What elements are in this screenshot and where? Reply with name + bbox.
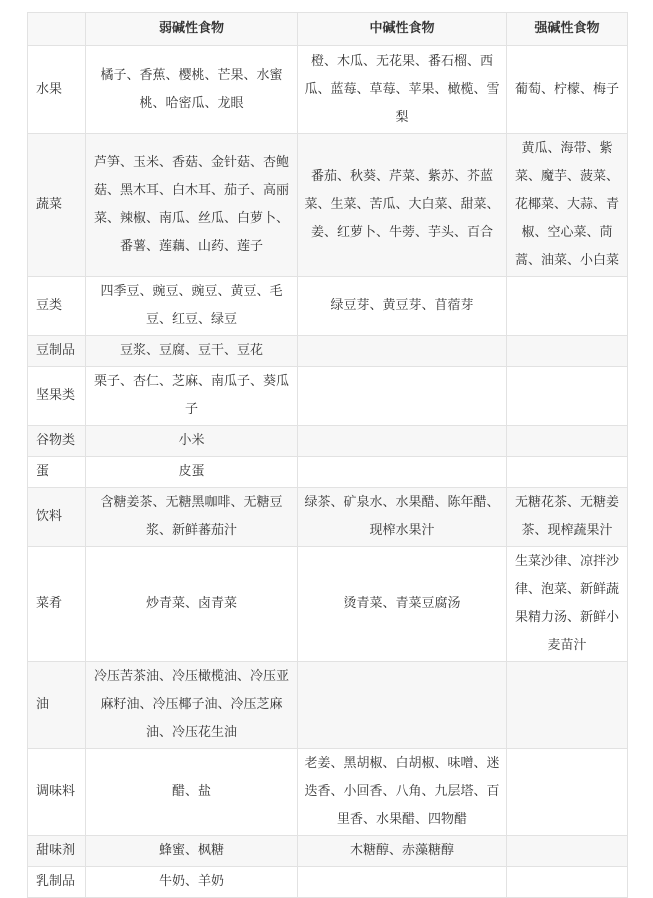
category-cell: 饮料 [28, 488, 86, 547]
medium-cell [298, 367, 507, 426]
category-cell: 甜味剂 [28, 836, 86, 867]
strong-cell [507, 367, 628, 426]
alkaline-food-table [27, 12, 628, 898]
table-row [28, 426, 628, 457]
weak-cell: 小米 [86, 426, 298, 457]
weak-cell: 冷压苦茶油、冷压橄榄油、冷压亚麻籽油、冷压椰子油、冷压芝麻油、冷压花生油 [86, 662, 298, 749]
medium-cell [298, 867, 507, 898]
table-row [28, 367, 628, 426]
medium-cell: 绿茶、矿泉水、水果醋、陈年醋、现榨水果汁 [298, 488, 507, 547]
table-row [28, 836, 628, 867]
category-cell: 豆类 [28, 277, 86, 336]
weak-cell: 栗子、杏仁、芝麻、南瓜子、葵瓜子 [86, 367, 298, 426]
weak-cell: 蜂蜜、枫糖 [86, 836, 298, 867]
strong-cell [507, 426, 628, 457]
header-medium-alkaline: 中碱性食物 [298, 13, 507, 46]
medium-cell [298, 662, 507, 749]
table-row [28, 277, 628, 336]
strong-cell [507, 749, 628, 836]
category-cell: 乳制品 [28, 867, 86, 898]
table-row [28, 46, 628, 134]
medium-cell: 烫青菜、青菜豆腐汤 [298, 547, 507, 662]
strong-cell [507, 457, 628, 488]
medium-cell: 橙、木瓜、无花果、番石榴、西瓜、蓝莓、草莓、苹果、橄榄、雪梨 [298, 46, 507, 134]
strong-cell: 黄瓜、海带、紫菜、魔芋、菠菜、花椰菜、大蒜、青椒、空心菜、茼蒿、油菜、小白菜 [507, 134, 628, 277]
table-row [28, 867, 628, 898]
category-cell: 水果 [28, 46, 86, 134]
strong-cell: 无糖花茶、无糖姜茶、现榨蔬果汁 [507, 488, 628, 547]
table-row [28, 662, 628, 749]
header-weak-alkaline: 弱碱性食物 [86, 13, 298, 46]
table-row [28, 547, 628, 662]
table-row [28, 457, 628, 488]
strong-cell: 葡萄、柠檬、梅子 [507, 46, 628, 134]
strong-cell [507, 662, 628, 749]
category-cell: 豆制品 [28, 336, 86, 367]
weak-cell: 橘子、香蕉、樱桃、芒果、水蜜桃、哈密瓜、龙眼 [86, 46, 298, 134]
category-cell: 蛋 [28, 457, 86, 488]
medium-cell: 番茄、秋葵、芹菜、紫苏、芥蓝菜、生菜、苦瓜、大白菜、甜菜、姜、红萝卜、牛蒡、芋头、百合 [298, 134, 507, 277]
category-cell: 菜肴 [28, 547, 86, 662]
medium-cell [298, 336, 507, 367]
strong-cell [507, 277, 628, 336]
category-cell: 调味料 [28, 749, 86, 836]
medium-cell [298, 426, 507, 457]
weak-cell: 豆浆、豆腐、豆干、豆花 [86, 336, 298, 367]
weak-cell: 醋、盐 [86, 749, 298, 836]
strong-cell [507, 836, 628, 867]
table-row [28, 134, 628, 277]
medium-cell [298, 457, 507, 488]
medium-cell: 绿豆芽、黄豆芽、苜蓿芽 [298, 277, 507, 336]
category-cell: 蔬菜 [28, 134, 86, 277]
strong-cell [507, 867, 628, 898]
category-cell: 谷物类 [28, 426, 86, 457]
medium-cell: 木糖醇、赤藻糖醇 [298, 836, 507, 867]
weak-cell: 皮蛋 [86, 457, 298, 488]
weak-cell: 四季豆、豌豆、豌豆、黄豆、毛豆、红豆、绿豆 [86, 277, 298, 336]
category-cell: 坚果类 [28, 367, 86, 426]
header-strong-alkaline: 强碱性食物 [507, 13, 628, 46]
table-row [28, 749, 628, 836]
strong-cell [507, 336, 628, 367]
weak-cell: 含糖姜茶、无糖黑咖啡、无糖豆浆、新鲜蕃茄汁 [86, 488, 298, 547]
weak-cell: 芦笋、玉米、香菇、金针菇、杏鲍菇、黑木耳、白木耳、茄子、高丽菜、辣椒、南瓜、丝瓜、白萝卜、番薯、莲藕、山药、莲子 [86, 134, 298, 277]
category-cell: 油 [28, 662, 86, 749]
header-row [28, 13, 628, 46]
weak-cell: 炒青菜、卤青菜 [86, 547, 298, 662]
table-row [28, 488, 628, 547]
table-row [28, 336, 628, 367]
table-wrapper [27, 12, 628, 898]
strong-cell: 生菜沙律、凉拌沙律、泡菜、新鲜蔬果精力汤、新鲜小麦苗汁 [507, 547, 628, 662]
header-category [28, 13, 86, 46]
medium-cell: 老姜、黑胡椒、白胡椒、味噌、迷迭香、小回香、八角、九层塔、百里香、水果醋、四物醋 [298, 749, 507, 836]
weak-cell: 牛奶、羊奶 [86, 867, 298, 898]
